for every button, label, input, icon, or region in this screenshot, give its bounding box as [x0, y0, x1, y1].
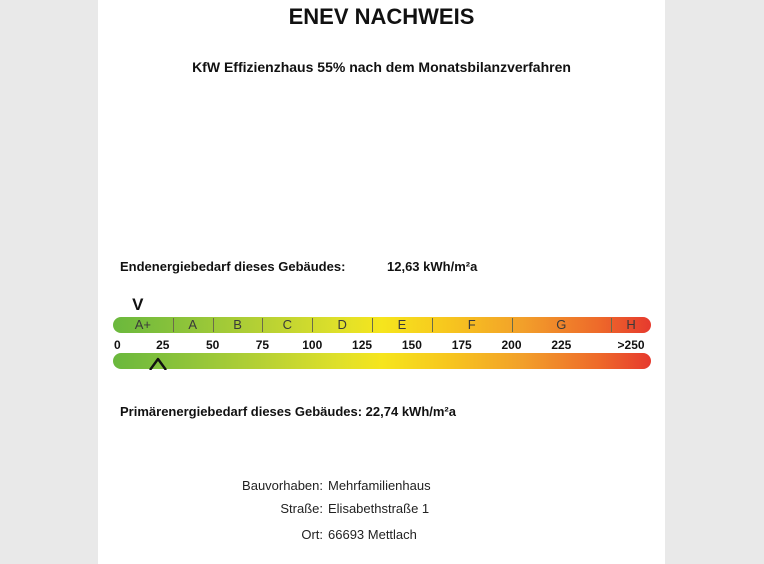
primaerenergie-label: Primärenergiebedarf dieses Gebäudes:	[120, 404, 363, 419]
detail-label: Bauvorhaben:	[242, 478, 323, 493]
energy-class-labels	[113, 317, 651, 333]
energy-class-h: H	[626, 317, 636, 332]
scale-tick-label: 75	[255, 338, 270, 352]
detail-label: Ort:	[301, 527, 323, 542]
page-subtitle: KfW Effizienzhaus 55% nach dem Monatsbilanzverfahren	[192, 59, 571, 75]
endenergie-label: Endenergiebedarf dieses Gebäudes:	[120, 259, 346, 274]
detail-label: Straße:	[280, 501, 323, 516]
energy-class-separator	[432, 318, 433, 332]
scale-tick-label: 225	[551, 338, 572, 352]
primaerenergie-marker	[149, 356, 167, 370]
scale-tick-label: 150	[401, 338, 422, 352]
scale-tick-label: 125	[352, 338, 373, 352]
energy-class-a-plus: A+	[134, 317, 152, 332]
scale-tick-label: 0	[114, 338, 121, 352]
primaerenergie-value: 22,74 kWh/m²a	[365, 404, 456, 419]
energy-class-separator	[611, 318, 612, 332]
energy-scale-bar-bottom	[113, 353, 651, 369]
scale-tick-label: 100	[302, 338, 323, 352]
energy-class-g: G	[556, 317, 567, 332]
endenergie-marker: V	[132, 295, 144, 314]
energy-class-d: D	[337, 317, 347, 332]
energy-class-c: C	[282, 317, 293, 332]
energy-class-a: A	[188, 317, 198, 332]
scale-tick-label: 50	[205, 338, 220, 352]
energy-class-separator	[512, 318, 513, 332]
endenergie-line	[120, 259, 478, 274]
scale-tick-label: 175	[451, 338, 472, 352]
endenergie-value: 12,63 kWh/m²a	[387, 259, 478, 274]
energy-class-f: F	[467, 317, 476, 332]
energy-class-separator	[173, 318, 174, 332]
primaerenergie-line	[120, 404, 456, 419]
detail-value-strasse: Elisabethstraße 1	[328, 501, 430, 516]
energy-class-separator	[213, 318, 214, 332]
energy-scale-ticks	[98, 338, 665, 352]
energy-class-e: E	[397, 317, 407, 332]
energy-class-separator	[262, 318, 263, 332]
energy-class-separator	[312, 318, 313, 332]
scale-tick-label: >250	[617, 338, 645, 352]
energy-class-separator	[372, 318, 373, 332]
scale-tick-label: 25	[156, 338, 170, 352]
document-page	[98, 0, 665, 564]
page-title: ENEV NACHWEIS	[288, 4, 475, 29]
energy-class-b: B	[233, 317, 242, 332]
detail-value-ort: 66693 Mettlach	[328, 527, 417, 542]
scale-tick-label: 200	[501, 338, 522, 352]
detail-value-bauvorhaben: Mehrfamilienhaus	[328, 478, 431, 493]
